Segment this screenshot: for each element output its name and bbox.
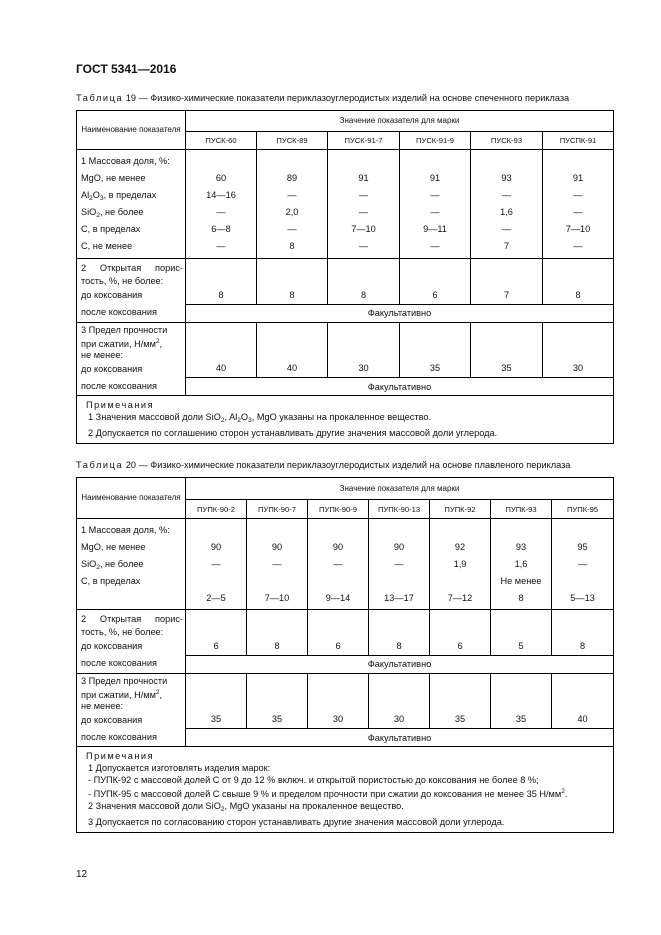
chem-nb: , не более	[99, 207, 144, 217]
table20-brand: ПУПК-90-13	[369, 500, 430, 519]
table20-note1: 1 Допускается изготовлять изделия марок:	[88, 763, 271, 773]
table19-cell: —	[501, 224, 512, 234]
text: Открытая	[99, 614, 142, 624]
table20-cell: 8	[518, 593, 524, 603]
table19-brand: ПУСК-91-9	[400, 132, 471, 150]
table19-g2-after: после коксования	[81, 307, 157, 317]
table19-row-al2o3	[81, 187, 183, 204]
table20-notes	[77, 747, 614, 833]
chem-sub: 2	[96, 564, 100, 571]
table19-brand: ПУСК-91-7	[328, 132, 400, 150]
chem-sub: 2	[89, 195, 93, 202]
table20-brand: ПУПК-90-7	[247, 500, 308, 519]
table20-brand: ПУПК-90-2	[186, 500, 247, 519]
table20-row-c-range: С, в пределах	[81, 576, 141, 586]
table19-cell: 2,0	[285, 207, 299, 217]
chem-al: Al	[81, 190, 90, 200]
table20-group2-labels	[77, 610, 186, 656]
text: ,	[224, 801, 228, 811]
table20-g2-line1	[81, 612, 183, 626]
table20-cell: 6	[457, 640, 463, 651]
table19-cell: —	[430, 241, 440, 251]
table19-cell: —	[501, 190, 512, 200]
text: ,	[159, 689, 163, 700]
table20-g3-after: после коксования	[81, 731, 157, 742]
table19-g2-before: до коксования	[81, 290, 143, 300]
table20-cell: 90	[210, 542, 222, 552]
table20-cell: 7—10	[264, 593, 290, 603]
table20-row-sio2	[81, 556, 183, 573]
table19-caption	[76, 93, 569, 103]
table20-cell: 8	[579, 640, 586, 651]
table19-g3-line2	[81, 336, 183, 350]
table19-cell: 40	[286, 363, 298, 373]
table19-cell: 7	[503, 241, 510, 251]
table19-brand: ПУСК-60	[186, 132, 257, 150]
chem-si: SiO	[81, 559, 97, 569]
table20-cell: 92	[454, 542, 466, 552]
sup: 2	[561, 788, 565, 795]
table19-values	[543, 150, 614, 259]
table19-row-sio2	[81, 204, 183, 221]
table20-cell: —	[272, 559, 282, 569]
table19-cell: 8	[360, 289, 367, 300]
table20-cell: 5	[518, 640, 524, 651]
table19-cell: —	[358, 207, 369, 217]
table20-g2-optional: Факультативно	[186, 655, 614, 673]
table19-name-header: Наименование показателя	[77, 111, 186, 150]
sup: 2	[155, 337, 160, 345]
table19-cell: —	[430, 207, 440, 217]
table19-brand: ПУСК-89	[257, 132, 328, 150]
text: 2 Значения массовой доли	[88, 801, 203, 811]
table20-cell: 7—12	[447, 593, 473, 603]
table19-row-c-min: С, не менее	[81, 241, 133, 251]
text: MgO указаны на прокаленное вещество.	[229, 801, 404, 811]
table20-brand: ПУПК-90-9	[308, 500, 369, 519]
table19-row-mgo: MgO, не менее	[81, 173, 146, 183]
table20-cell: 30	[332, 714, 344, 724]
table20-g3-line3: не менее:	[81, 700, 124, 711]
table19-g1-title: 1 Массовая доля, %:	[81, 156, 170, 166]
chem-pre: , в пределах	[103, 190, 157, 200]
table20-cell: —	[211, 559, 221, 569]
table20-cell: —	[394, 559, 404, 569]
text: ,	[159, 338, 163, 349]
table19-values	[257, 150, 328, 259]
table20-cell: 5—13	[570, 593, 595, 603]
table19-cell: —	[358, 241, 369, 251]
text: 2	[81, 263, 87, 273]
table19-g3-line3: не менее:	[81, 349, 124, 360]
table20-g3-line1: 3 Предел прочности	[81, 675, 168, 686]
table19-notes	[77, 396, 614, 444]
text: .	[564, 789, 568, 799]
table19-cell: 8	[218, 289, 224, 300]
table20-cell: 40	[577, 714, 588, 724]
document-header: ГОСТ 5341—2016	[76, 62, 177, 76]
sup: 2	[155, 688, 160, 696]
table19-cell: —	[430, 190, 440, 200]
table20-cell: 35	[210, 714, 222, 724]
table19-g3-optional: Факультативно	[186, 378, 614, 396]
text: 2	[81, 614, 87, 624]
table19-cell: —	[573, 207, 583, 217]
table20-cell: 90	[271, 542, 283, 552]
table20-cell: 95	[577, 542, 588, 552]
text: порис-	[155, 263, 183, 273]
table20-brand: ПУПК-93	[491, 500, 552, 519]
table19-brand: ПУСПК-91	[543, 132, 614, 150]
table20-g2-line2: тость, %, не более:	[81, 627, 164, 637]
chem-sub: 2	[237, 417, 241, 424]
table19-cell: 7—10	[565, 224, 591, 234]
table19-cell: 30	[358, 363, 369, 373]
table20-g2-before: до коксования	[81, 641, 143, 651]
table20-row-mgo: MgO, не менее	[81, 542, 146, 552]
table19-cell: 8	[575, 289, 581, 300]
chem-mgo: MgO	[256, 412, 277, 422]
table20-cell: 1,9	[453, 559, 467, 569]
table19-g3-after: после коксования	[81, 380, 157, 391]
table19-values	[400, 150, 471, 259]
text: - ПУПК-95 с массовой долей С свыше 9 % и пределом прочности при сжатии до коксования не менее 35 Н/мм	[88, 789, 562, 799]
table19-values	[186, 150, 257, 259]
table20-g3-before: до коксования	[81, 714, 143, 725]
text: Открытая	[99, 263, 142, 273]
table19-cell: 1,6	[500, 207, 513, 217]
table20-cell: 8	[274, 640, 280, 651]
table20-brand: ПУПК-95	[552, 500, 614, 519]
table20-cell: Не менее	[500, 576, 542, 586]
table20-g1-title: 1 Массовая доля, %:	[81, 525, 170, 535]
table19-cell: 35	[429, 363, 441, 373]
chem-si: SiO	[81, 207, 97, 217]
table19-brand: ПУСК-93	[471, 132, 543, 150]
table19-g2-line2: тость, %, не более:	[81, 276, 164, 286]
table19-cell: —	[287, 224, 297, 234]
table20-caption-text: 20 — Физико-химические показатели периклазоуглеродистых изделий на основе плавленого периклаза	[125, 460, 571, 470]
chem-sub: 2	[220, 417, 225, 424]
text: порис-	[155, 614, 183, 624]
table20-cell: 6	[335, 640, 341, 651]
table20-g2-after: после коксования	[81, 658, 157, 668]
chem-sub: 2	[96, 212, 100, 219]
table20-cell: 9—14	[325, 593, 351, 603]
table19-cell: —	[216, 207, 226, 217]
text: ,	[251, 412, 255, 422]
table19-group2-labels	[77, 259, 186, 305]
table20-cell: 35	[454, 714, 466, 724]
table19-group1-labels	[77, 150, 186, 259]
table19-cell: 91	[429, 173, 441, 183]
table19-cell: 9—11	[423, 224, 447, 234]
table20-value-header: Значение показателя для марки	[186, 478, 614, 500]
chem-nb: , не более	[99, 559, 144, 569]
table20-cell: 35	[515, 714, 527, 724]
table19-cell: 14—16	[206, 190, 236, 200]
text: при сжатии, Н/мм	[81, 689, 156, 700]
chem-sub: 3	[99, 195, 104, 202]
table20-cell: 90	[393, 542, 405, 552]
chem-si: SiO	[205, 412, 221, 422]
table19-cell: 8	[289, 289, 295, 300]
chem-si: SiO	[205, 801, 221, 811]
table19-cell: 89	[286, 173, 298, 183]
table20-name-header: Наименование показателя	[77, 478, 186, 519]
table19-row-c-range: С, в пределах	[81, 224, 141, 234]
table19-note1	[81, 411, 613, 427]
table19-values	[471, 150, 543, 259]
table20-caption-label: Таблица	[76, 460, 124, 470]
text: при сжатии, Н/мм	[81, 338, 156, 349]
chem-sub: 3	[248, 417, 252, 424]
table20-cell: 35	[271, 714, 283, 724]
table19-values	[328, 150, 400, 259]
table19-g3-before: до коксования	[81, 363, 143, 374]
table19-notes-title: Примечания	[86, 400, 155, 410]
table19-caption-label: Таблица	[76, 93, 124, 103]
table20-notes-title: Примечания	[86, 751, 155, 761]
table20-note1a: - ПУПК-92 с массовой долей С от 9 до 12 % включ. и открытой пористостью до коксования не более 8 %;	[88, 775, 539, 785]
table19-cell: —	[573, 241, 583, 251]
table20-g3-line2	[81, 687, 183, 701]
table19-cell: 91	[358, 173, 369, 183]
table20-group3-labels	[77, 673, 186, 729]
table20-group1-labels	[77, 519, 186, 610]
table19-cell: 93	[501, 173, 512, 183]
table19-cell: 40	[215, 363, 227, 373]
table-20	[76, 477, 614, 833]
table20-cell: 90	[332, 542, 344, 552]
table20-cell: —	[577, 559, 588, 569]
chem-o: O	[240, 412, 249, 422]
table20-cell: 93	[515, 542, 527, 552]
table19-cell: 6	[432, 289, 438, 300]
table19-g2-line1	[81, 261, 183, 275]
text: ,	[224, 412, 228, 422]
table19-cell: 91	[572, 173, 584, 183]
table19-cell: 8	[289, 241, 295, 251]
table19-cell: 7	[503, 289, 510, 300]
table19-value-header: Значение показателя для марки	[186, 111, 614, 132]
table19-group3-labels	[77, 322, 186, 378]
table19-cell: 60	[215, 173, 227, 183]
table20-caption	[76, 460, 570, 470]
table20-cell: 13—17	[384, 593, 414, 603]
table20-cell: 6	[213, 640, 219, 651]
chem-al: Al	[229, 412, 238, 422]
table19-cell: 35	[501, 363, 512, 373]
table20-brand: ПУПК-92	[430, 500, 491, 519]
text: 1 Значения массовой доли	[88, 412, 203, 422]
table20-note2	[81, 800, 613, 816]
table19-cell: 6—8	[211, 224, 231, 234]
table19-cell: —	[573, 190, 583, 200]
table20-cell: 8	[396, 640, 402, 651]
table19-caption-text: 19 — Физико-химические показатели периклазоуглеродистых изделий на основе спеченного периклаза	[125, 93, 570, 103]
table19-cell: —	[358, 190, 369, 200]
table20-cell: 2—5	[206, 593, 226, 603]
table19-g3-line1: 3 Предел прочности	[81, 324, 168, 335]
page-number: 12	[76, 869, 88, 880]
table19-cell: 30	[572, 363, 584, 373]
chem-o: O	[92, 190, 100, 200]
table19-cell: —	[216, 241, 226, 251]
table20-cell: 30	[393, 714, 405, 724]
text: указаны на прокаленное вещество.	[279, 412, 432, 422]
table19-g2-optional: Факультативно	[186, 304, 614, 322]
table20-g3-optional: Факультативно	[186, 729, 614, 747]
table20-cell: 1,6	[514, 559, 528, 569]
table19-cell: 7—10	[351, 224, 376, 234]
table20-cell: —	[333, 559, 343, 569]
table20-note3: 3 Допускается по согласованию сторон устанавливать другие значения массовой доли углерода.	[88, 817, 505, 827]
chem-sub: 2	[220, 806, 225, 813]
table-19	[76, 110, 614, 444]
table19-note2: 2 Допускается по соглашению сторон устанавливать другие значения массовой доли углерода.	[88, 428, 498, 438]
table20-note1b	[81, 786, 613, 800]
table19-cell: —	[287, 190, 297, 200]
